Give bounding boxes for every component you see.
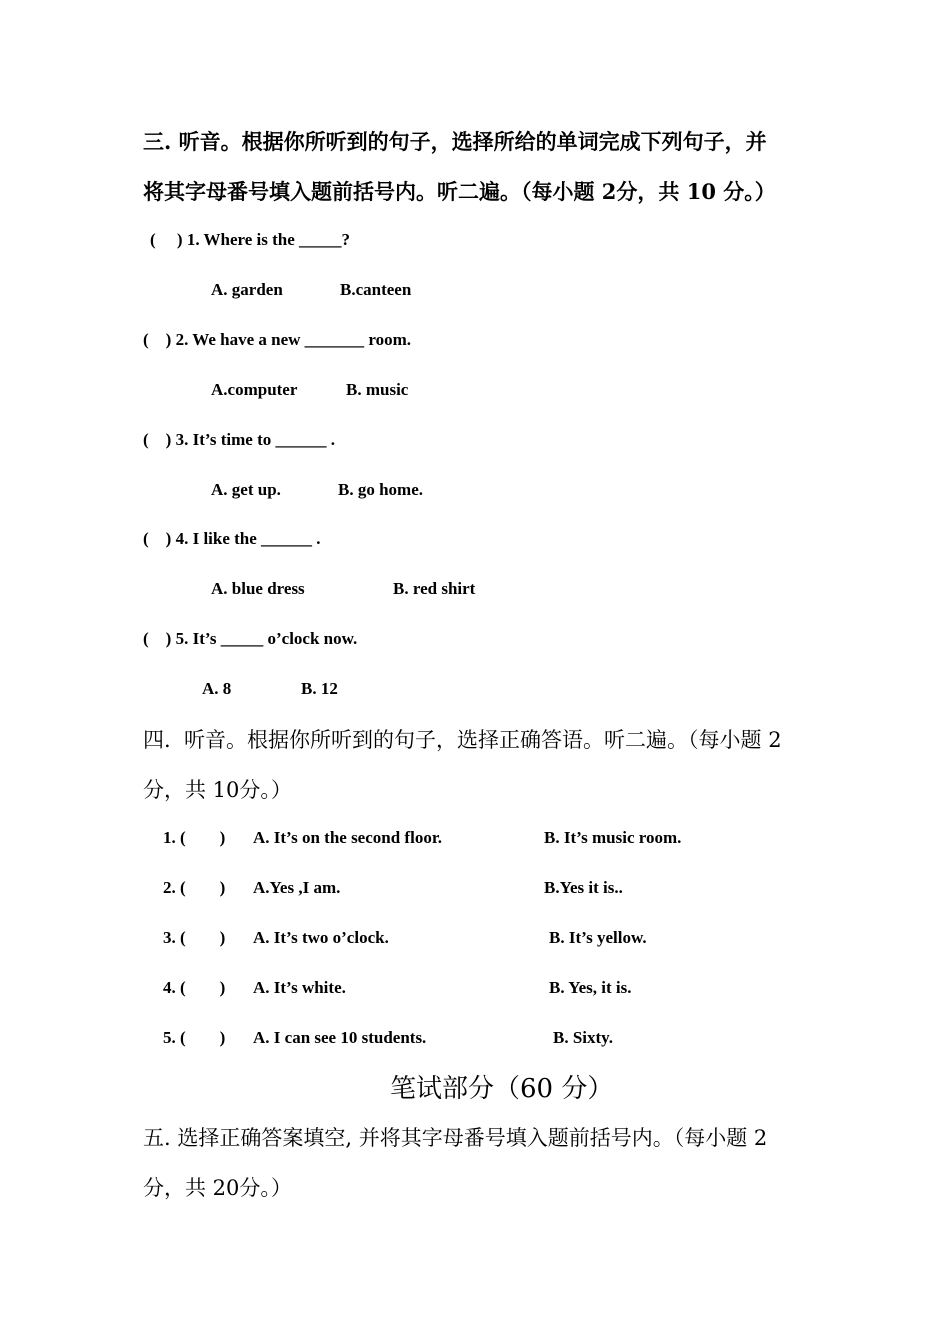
s3-q3-stem: ( ) 3. It’s time to ______ .	[143, 430, 335, 449]
s3-q4-stem: ( ) 4. I like the ______ .	[143, 529, 321, 548]
s3-q1-option-b: B.canteen	[340, 280, 412, 299]
s4-q2-option-b: B.Yes it is..	[544, 878, 623, 897]
s4-q1-option-b: B. It’s music room.	[544, 828, 682, 847]
s3-q4-option-b: B. red shirt	[393, 579, 476, 598]
s3-q1-stem: ( ) 1. Where is the _____?	[150, 230, 351, 249]
s3-q4-option-a: A. blue dress	[211, 579, 305, 598]
s4-q1-number: 1. ( )	[163, 828, 226, 847]
written-part-title: 笔试部分（60 分）	[390, 1074, 614, 1104]
s4-q4-option-a: A. It’s white.	[253, 978, 346, 997]
section4-heading-line2: 分，共 10分。）	[143, 778, 292, 802]
s4-q4-option-b: B. Yes, it is.	[549, 978, 632, 997]
s3-q5-option-a: A. 8	[202, 679, 232, 698]
s4-q4-number: 4. ( )	[163, 978, 226, 997]
s4-q3-number: 3. ( )	[163, 928, 226, 947]
s3-q2-option-b: B. music	[346, 380, 409, 399]
s3-q1-option-a: A. garden	[211, 280, 283, 299]
s3-q5-option-b: B. 12	[301, 679, 338, 698]
s4-q2-number: 2. ( )	[163, 878, 226, 897]
s4-q3-option-a: A. It’s two o’clock.	[253, 928, 389, 947]
section3-heading-line2: 将其字母番号填入题前括号内。听二遍。（每小题 2分，共 10 分。）	[143, 179, 776, 204]
s3-q5-stem: ( ) 5. It’s _____ o’clock now.	[143, 629, 358, 648]
s3-q3-option-a: A. get up.	[211, 480, 281, 499]
s4-q5-number: 5. ( )	[163, 1028, 226, 1047]
s4-q5-option-a: A. I can see 10 students.	[253, 1028, 427, 1047]
s4-q2-option-a: A.Yes ,I am.	[253, 878, 341, 897]
s3-q2-stem: ( ) 2. We have a new _______ room.	[143, 330, 412, 349]
s4-q1-option-a: A. It’s on the second floor.	[253, 828, 443, 847]
s4-q3-option-b: B. It’s yellow.	[549, 928, 647, 947]
section5-heading-line2: 分，共 20分。）	[143, 1176, 292, 1200]
s3-q2-option-a: A.computer	[211, 380, 298, 399]
s4-q5-option-b: B. Sixty.	[553, 1028, 613, 1047]
section4-heading-line1: 四. 听音。根据你所听到的句子，选择正确答语。听二遍。（每小题 2	[143, 728, 782, 752]
section3-heading-line1: 三. 听音。根据你所听到的句子，选择所给的单词完成下列句子，并	[143, 129, 767, 154]
section5-heading-line1: 五. 选择正确答案填空, 并将其字母番号填入题前括号内。（每小题 2	[143, 1126, 768, 1150]
s3-q3-option-b: B. go home.	[338, 480, 423, 499]
